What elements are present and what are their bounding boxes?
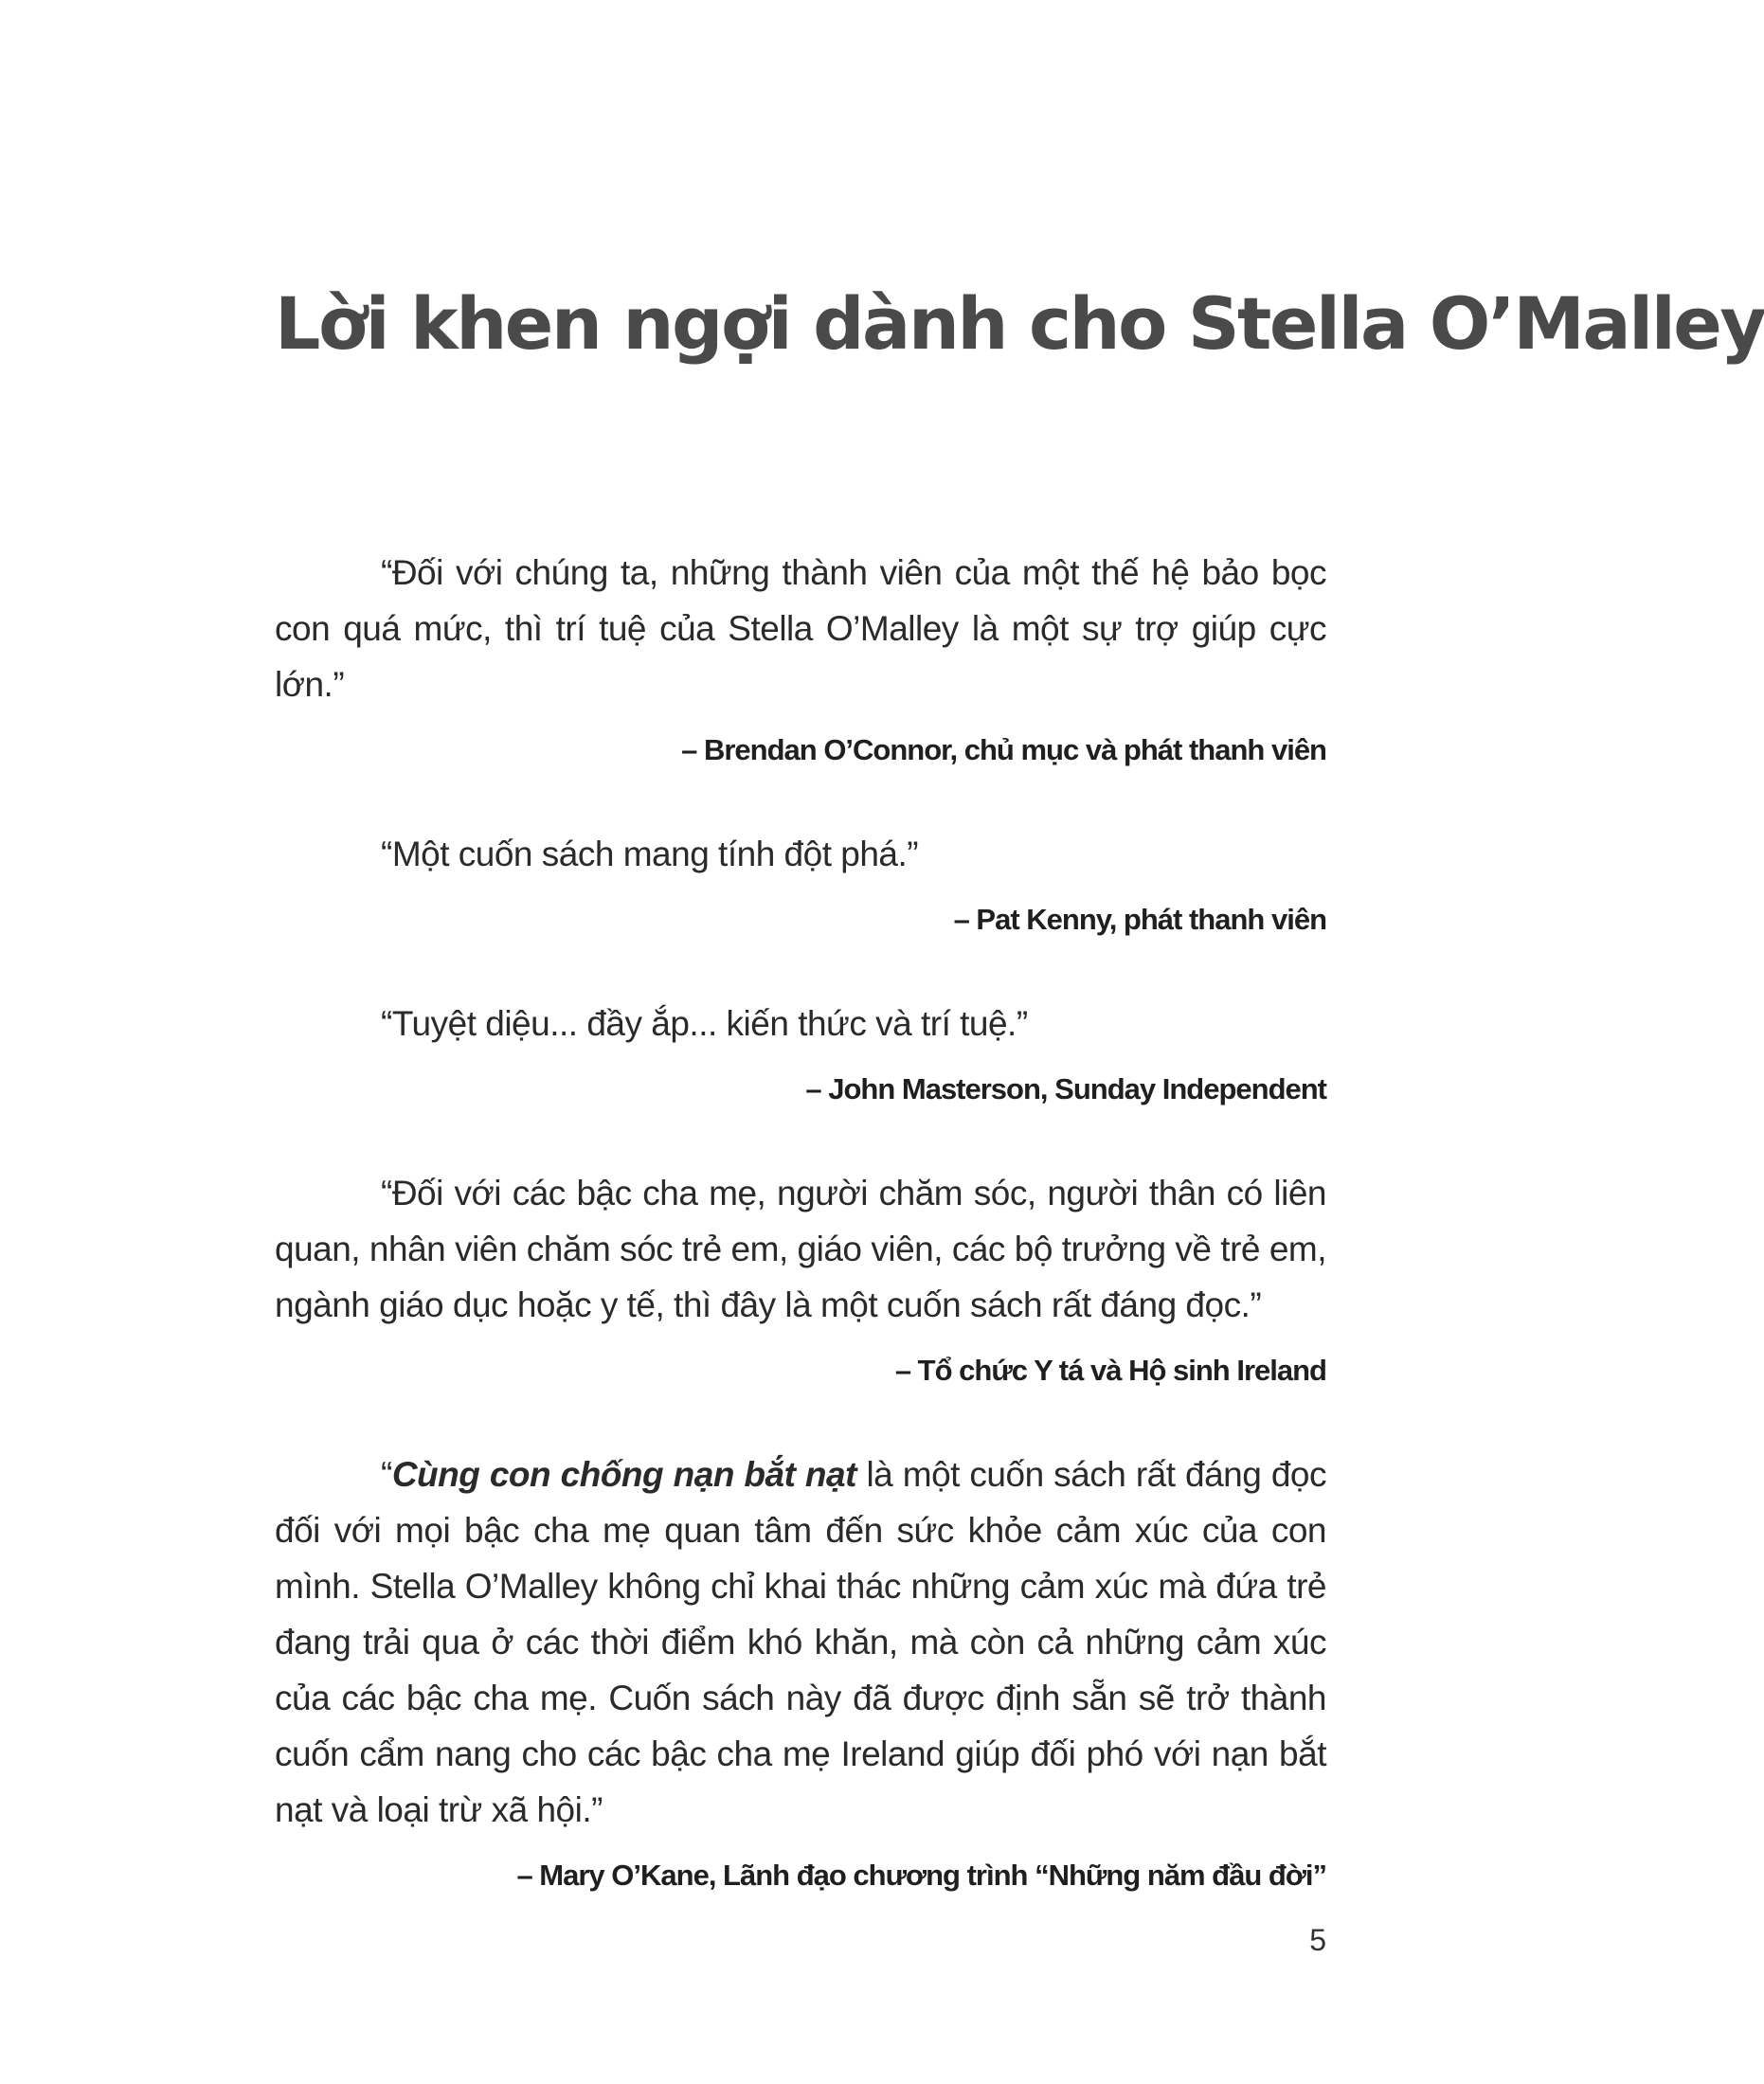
- testimonial-attribution: – Mary O’Kane, Lãnh đạo chương trình “Những năm đầu đời”: [516, 1859, 1326, 1892]
- testimonial-quote: “Một cuốn sách mang tính đột phá.”: [381, 835, 919, 873]
- testimonial-quote: “Tuyệt diệu... đầy ắp... kiến thức và trí tuệ.”: [381, 1004, 1028, 1043]
- testimonial: [275, 996, 1326, 1109]
- quote-open-mark: “: [381, 1455, 392, 1494]
- testimonial: [275, 1446, 1326, 1895]
- testimonial-quote: “Đối với các bậc cha mẹ, người chăm sóc, người thân có liên quan, nhân viên chăm sóc trẻ em, giáo viên, các bộ trưởng về trẻ em, ngành giáo dục hoặc y tế, thì đây là một cuốn sách rất đáng đọc.”: [275, 1174, 1326, 1324]
- book-title: Cùng con chống nạn bắt nạt: [391, 1455, 856, 1494]
- quote-text: là một cuốn sách rất đáng đọc đối với mọi bậc cha mẹ quan tâm đến sức khỏe cảm xúc của con mình. Stella O’Malley không chỉ khai thác những cảm xúc mà đứa trẻ đang trải qua ở các thời điểm khó khăn, mà còn cả những cảm xúc của các bậc cha mẹ. Cuốn sách này đã được định sẵn sẽ trở thành cuốn cẩm nang cho các bậc cha mẹ Ireland giúp đối phó với nạn bắt nạt và loại trừ xã hội.”: [275, 1455, 1327, 1829]
- testimonial-quote: [275, 1446, 1326, 1838]
- testimonial: [275, 545, 1326, 770]
- testimonial: [275, 1165, 1326, 1391]
- page-title: Lời khen ngợi dành cho Stella O’Malley: [275, 281, 1764, 366]
- testimonial-attribution: – Tổ chức Y tá và Hộ sinh Ireland: [894, 1354, 1326, 1387]
- testimonial-quote: “Đối với chúng ta, những thành viên của một thế hệ bảo bọc con quá mức, thì trí tuệ của Stella O’Malley là một sự trợ giúp cực lớn.”: [275, 553, 1326, 704]
- testimonial: [275, 826, 1326, 940]
- testimonial-attribution: – Pat Kenny, phát thanh viên: [953, 903, 1326, 936]
- testimonial-attribution: – Brendan O’Connor, chủ mục và phát thanh viên: [681, 733, 1326, 766]
- page-number: 5: [1309, 1923, 1326, 1957]
- testimonial-attribution: – John Masterson, Sunday Independent: [805, 1072, 1326, 1105]
- testimonials-section: [275, 545, 1326, 1895]
